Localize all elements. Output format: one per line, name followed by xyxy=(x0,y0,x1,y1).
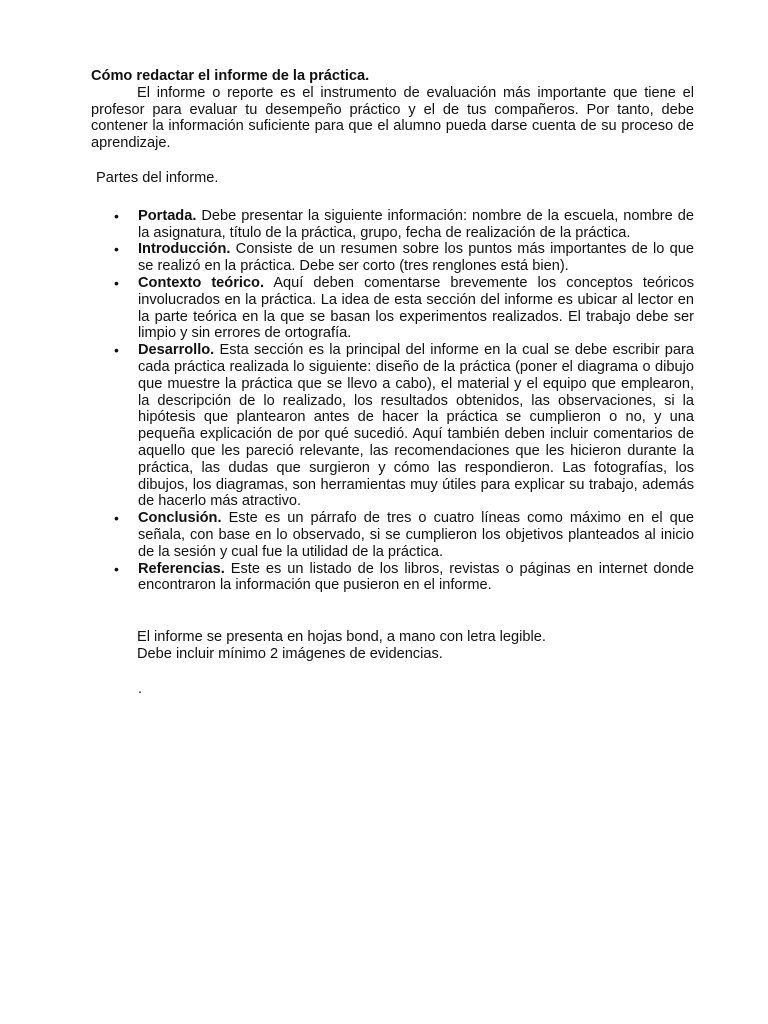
section-text: Debe presentar la siguiente información: nombre de la escuela, nombre de la asignatura, título de la práctica, grupo, fecha de realización de la práctica. xyxy=(138,207,694,241)
section-item-desarrollo xyxy=(91,342,694,510)
section-term: Conclusión. xyxy=(138,510,222,527)
section-text: Este es un párrafo de tres o cuatro líneas como máximo en el que señala, con base en lo observado, si se cumplieron los objetivos planteados al inicio de la sesión y cual fue la utilidad de la práctica. xyxy=(138,510,694,560)
document-title: Cómo redactar el informe de la práctica. xyxy=(91,68,370,84)
section-item-contexto-teorico xyxy=(91,275,694,342)
section-text: Esta sección es la principal del informe en la cual se debe escribir para cada práctica realizada lo siguiente: diseño de la práctica (poner el diagrama o dibujo que muestre la práctica que se llevo a cabo), el material y el equipo que emplearon, la descripción de lo realizado, los resultados obtenidos, las observaciones, si la hipótesis que plantearon antes de hacer la práctica se cumplieron o no, y una pequeña explicación de por qué sucedió. Aquí también deben incluir comentarios de aquello que les pareció relevante, las recomendaciones que les hicieron durante la práctica, las dudas que surgieron y cómo las respondieron. Las fotografías, los dibujos, los diagramas, son herramientas muy útiles para explicar su trabajo, además de hacerlo más atractivo. xyxy=(138,342,694,510)
bullet-icon: • xyxy=(114,274,119,291)
section-term: Introducción. xyxy=(138,241,231,258)
section-item-portada xyxy=(91,208,694,242)
section-text: Aquí deben comentarse brevemente los conceptos teóricos involucrados en la práctica. La idea de esta sección del informe es ubicar al lector en la parte teórica en la que se basan los experimentos realizados. El trabajo debe ser limpio y sin errores de ortografía. xyxy=(138,274,695,342)
document-page xyxy=(91,68,694,698)
section-text: Consiste de un resumen sobre los puntos más importantes de lo que se realizó en la práctica. Debe ser corto (tres renglones está bien). xyxy=(138,241,694,275)
trailing-mark: . xyxy=(138,680,143,697)
section-item-introduccion xyxy=(91,241,694,275)
notes-block xyxy=(137,629,694,663)
section-term: Contexto teórico. xyxy=(138,274,265,291)
note-line: El informe se presenta en hojas bond, a mano con letra legible. xyxy=(137,629,546,646)
sections-list xyxy=(91,208,694,594)
section-item-referencias xyxy=(91,561,694,595)
bullet-icon: • xyxy=(114,510,119,527)
note-line: Debe incluir mínimo 2 imágenes de evidencias. xyxy=(137,645,443,662)
section-term: Portada. xyxy=(138,207,197,224)
intro-paragraph: El informe o reporte es el instrumento de evaluación más importante que tiene el profesor para evaluar tu desempeño práctico y el de tus compañeros. Por tanto, debe contener la información suficiente para que el alumno pueda darse cuenta de su proceso de aprendizaje. xyxy=(91,84,694,152)
section-text: Este es un listado de los libros, revistas o páginas en internet donde encontraron la información que pusieron en el informe. xyxy=(138,560,694,594)
section-item-conclusion xyxy=(91,510,694,560)
bullet-icon: • xyxy=(114,560,119,577)
bullet-icon: • xyxy=(114,207,119,224)
bullet-icon: • xyxy=(114,241,119,258)
section-term: Desarrollo. xyxy=(138,342,215,359)
bullet-icon: • xyxy=(114,342,119,359)
parts-heading: Partes del informe. xyxy=(96,169,219,186)
section-term: Referencias. xyxy=(138,560,225,577)
